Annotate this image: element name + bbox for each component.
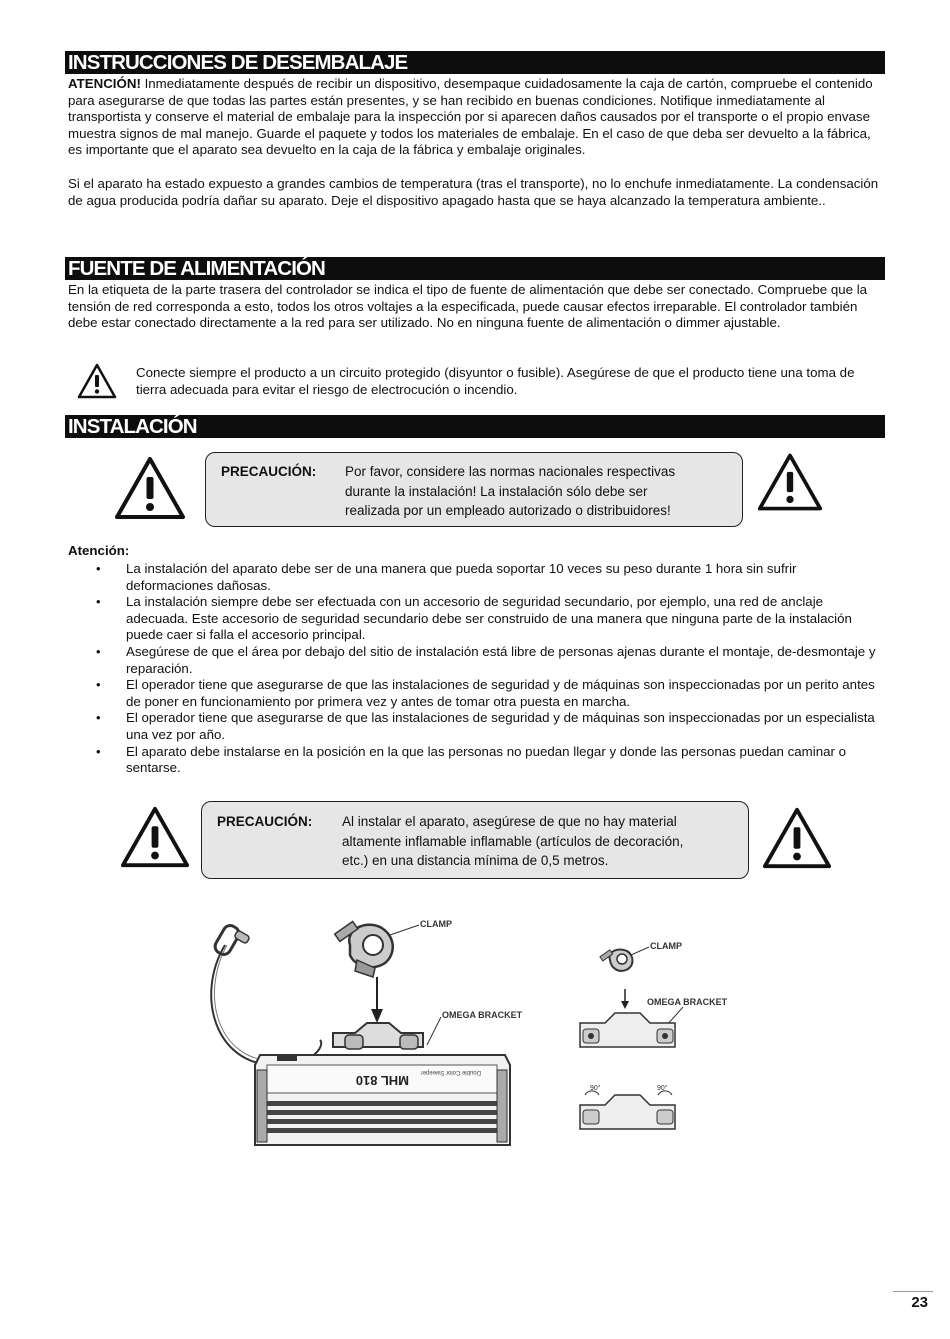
- caution-box-1: [205, 452, 743, 527]
- device-subtitle: Double Color Sweeper: [420, 1069, 481, 1075]
- list-item: • El aparato debe instalarse en la posición en la que las personas no puedan llegar y donde las personas puedan caminar o sentarse.: [68, 744, 886, 777]
- caution-label: PRECAUCIÓN:: [221, 464, 317, 479]
- list-item: • La instalación del aparato debe ser de una manera que pueda soportar 10 veces su peso durante 1 hora sin sufrir deformaciones dañosas.: [68, 561, 886, 594]
- warning-triangle-icon: [114, 456, 186, 520]
- caution-text-line3: realizada por un empleado autorizado o distribuidores!: [345, 503, 671, 518]
- power-paragraph: En la etiqueta de la parte trasera del controlador se indica el tipo de fuente de alimentación que debe ser conectado. Compruebe que la tensión de red corresponda a esto, todos los otros voltajes a la especificada, puede causar efectos irreparable. El controlador también debe estar conectado directamente a la red para ser utilizado. No en ninguna fuente de alimentación o dimmer ajustable.: [68, 282, 868, 331]
- unpacking-paragraph-1: [68, 76, 886, 159]
- warning-triangle-icon: [77, 363, 117, 399]
- device-model-label: MHL 810: [355, 1073, 409, 1088]
- page-number-rule: [893, 1291, 933, 1292]
- caution-text-line2: durante la instalación! La instalación sólo debe ser: [345, 484, 648, 499]
- attention-list: [68, 561, 886, 777]
- unpacking-text-1: Inmediatamente después de recibir un dispositivo, desempaque cuidadosamente la caja de cartón, compruebe el contenido para asegurarse de que todas las partes están presentes, y se han recibido en buenas condiciones. Notifique inmediatamente al transportista y conserve el material de embalaje para la inspección por si aparecen daños causados por el transporte o el propio envase muestra signos de mal manejo. Guarde el paquete y todos los materiales de embalaje. En el caso de que deba ser devuelto a la fábrica, es importante que el aparato sea devuelto en la caja de la fábrica y embalaje originales.: [68, 76, 873, 158]
- clamp-icon: [600, 949, 633, 970]
- caution-text-line3: etc.) en una distancia mínima de 0,5 metros.: [342, 853, 609, 868]
- power-warning-text: Conecte siempre el producto a un circuito protegido (disyuntor o fusible). Asegúrese de que el producto tiene una toma de tierra adecuada para evitar el riesgo de electrocución o incendio.: [136, 365, 855, 397]
- warning-triangle-icon: [120, 805, 190, 869]
- clamp-label-left: CLAMP: [420, 919, 452, 929]
- omega-bracket-rotated: [580, 1091, 675, 1129]
- list-item: • Asegúrese de que el área por debajo del sitio de instalación está libre de personas ajenas durante el montaje, de-desmontaje y reparación.: [68, 644, 886, 677]
- warning-triangle-icon: [757, 452, 823, 512]
- carabiner-icon: [213, 923, 250, 957]
- caution-text-line1: Por favor, considere las normas nacionales respectivas: [345, 464, 676, 479]
- caution-text-line2: altamente inflamable inflamable (artículos de decoración,: [342, 834, 684, 849]
- warning-triangle-icon: [762, 806, 832, 870]
- omega-label-right: OMEGA BRACKET: [647, 997, 728, 1007]
- angle-label-left: 90°: [590, 1085, 601, 1092]
- list-item: • El operador tiene que asegurarse de que las instalaciones de seguridad y de máquinas son inspeccionadas por un perito antes de poner en funcionamiento por primera vez y antes de tomar otra puesta en marcha.: [68, 677, 886, 710]
- attention-heading: Atención:: [68, 543, 130, 558]
- omega-label-left: OMEGA BRACKET: [442, 1010, 523, 1020]
- caution-label: PRECAUCIÓN:: [217, 814, 313, 829]
- caution-box-2: [201, 801, 749, 879]
- installation-diagram: [205, 905, 755, 1155]
- section-title-unpacking: INSTRUCCIONES DE DESEMBALAJE: [65, 51, 885, 74]
- omega-bracket-assembly: [580, 1013, 675, 1047]
- section-title-installation: INSTALACIÓN: [65, 415, 885, 438]
- list-item: • El operador tiene que asegurarse de que las instalaciones de seguridad y de máquinas son inspeccionadas por un especialista una vez por año.: [68, 710, 886, 743]
- page-number: 23: [911, 1294, 928, 1311]
- safety-cable: [211, 945, 321, 1065]
- list-item: • La instalación siempre debe ser efectuada con un accesorio de seguridad secundario, por ejemplo, una red de anclaje adecuada. Este accesorio de seguridad secundario debe ser construido de una manera que ninguna parte de la instalación puede caer si falla el accesorio principal.: [68, 594, 886, 644]
- caution-text-line1: Al instalar el aparato, asegúrese de que no hay material: [342, 814, 677, 829]
- section-title-power: FUENTE DE ALIMENTACIÓN: [65, 257, 885, 280]
- attention-label: ATENCIÓN!: [68, 76, 141, 91]
- clamp-icon: [335, 921, 393, 977]
- device-body: [255, 1055, 510, 1145]
- unpacking-paragraph-2: Si el aparato ha estado expuesto a grandes cambios de temperatura (tras el transporte), no lo enchufe inmediatamente. La condensación de agua producida podría dañar su aparato. Deje el dispositivo apagado hasta que se haya alcanzado la temperatura ambiente..: [68, 176, 879, 208]
- clamp-label-right: CLAMP: [650, 941, 682, 951]
- angle-label-right: 90°: [657, 1085, 668, 1092]
